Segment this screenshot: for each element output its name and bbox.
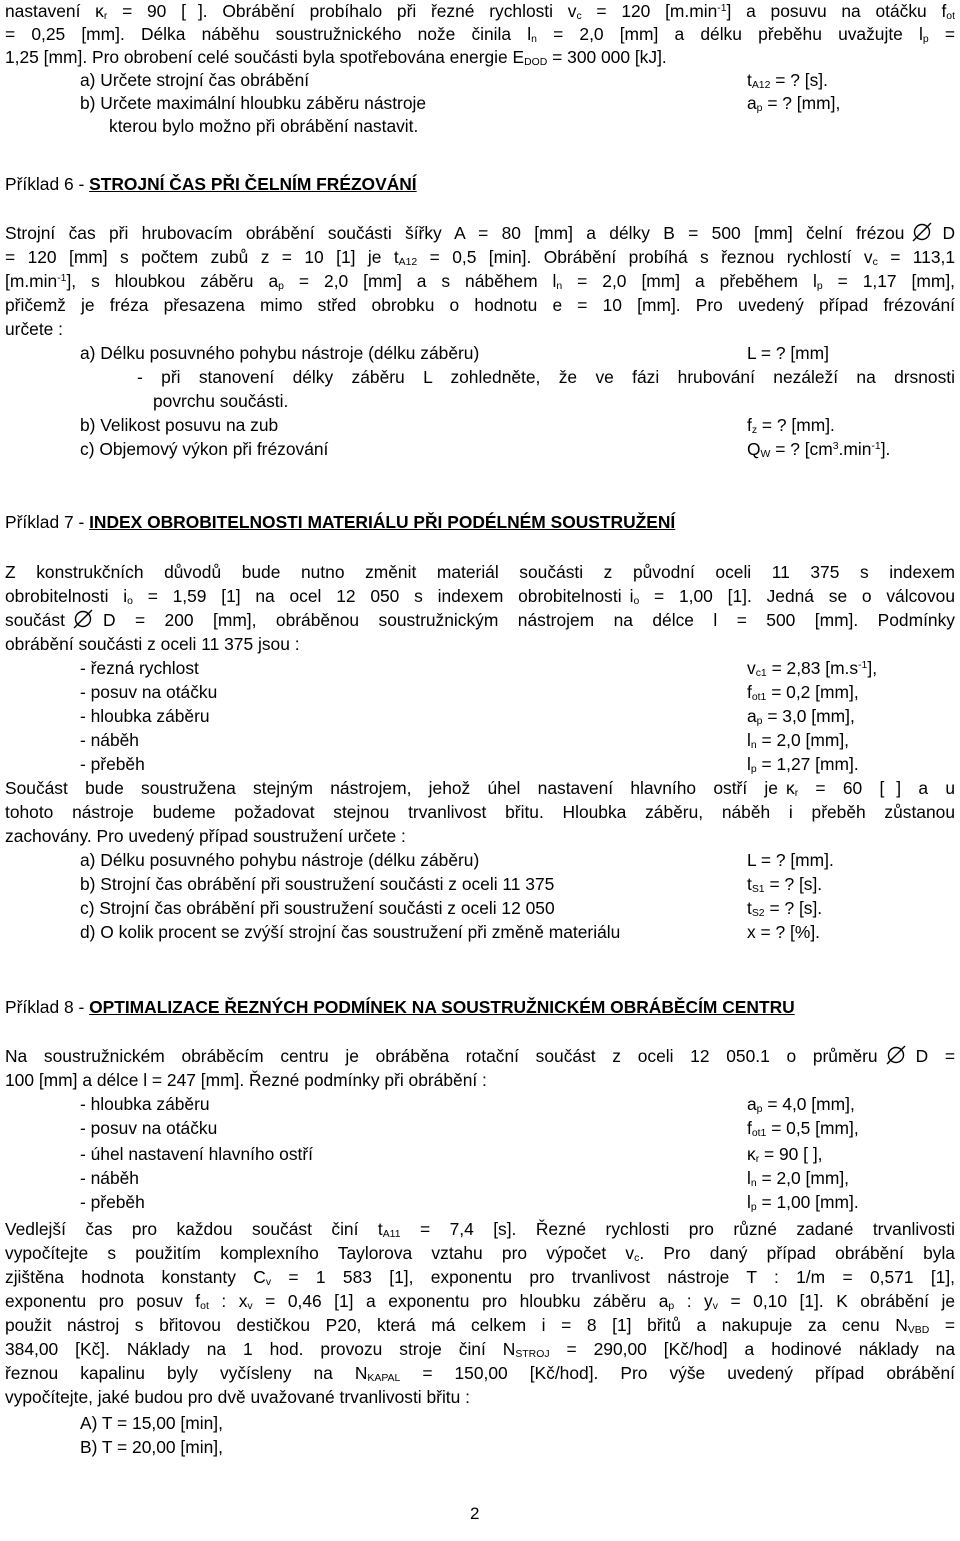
ex8-paragraph-line: vypočítejte s použitím komplexního Taylorova vztahu pro výpočet $v_c$. Pro daný případ obrábění byla <box>5 1243 955 1264</box>
ex6-note-1: - při stanovení délky záběru L zohledněte, že ve fázi hrubování nezáleží na drsnosti <box>137 367 955 387</box>
ex8-param-value: $a_p = 4,0$ [mm], <box>747 1094 855 1115</box>
intro-line-1: nastavení $\kappa_r = 90$ [ ]. Obrábění probíhalo při řezné rychlosti $v_c = 120$ $[m.\min^{-1}]$ a posuvu na otáčku $f_{ot}$ <box>5 1 956 22</box>
intro-answer-a: $t_{A12}$ = ? [s]. <box>747 70 828 91</box>
ex7-param-label: - řezná rychlost <box>80 658 199 678</box>
ex7-param-label: - posuv na otáčku <box>80 682 218 702</box>
ex8-paragraph-line: vypočítejte, jaké budou pro dvě uvažované trvanlivosti břitu : <box>5 1387 470 1407</box>
ex7-answer-c: $t_{S2}$ = ? [s]. <box>747 898 823 919</box>
ex8-param-label: - náběh <box>80 1168 139 1188</box>
ex7-question-b: b) Strojní čas obrábění při soustružení součásti z oceli 11 375 <box>80 874 555 894</box>
ex8-paragraph-line: 384,00 [Kč]. Náklady na 1 hod. provozu stroje činí $N_{STROJ} = 290,00$ [Kč/hod] a hodinové náklady na <box>5 1339 955 1360</box>
intro-line-3: 1,25 [mm]. Pro obrobení celé součásti byla spotřebována energie $E_{DOD} = 300$ 000 [kJ]. <box>5 47 667 68</box>
ex6-question-c: c) Objemový výkon při frézování <box>80 439 329 459</box>
ex6-note-2: povrchu součásti. <box>153 391 289 411</box>
ex7-question-d: d) O kolik procent se zvýší strojní čas soustružení při změně materiálu <box>80 922 621 942</box>
ex8-paragraph-line: použit nástroj s břitovou destičkou P20, která má celkem i = 8 [1] břitů a nakupuje za cenu $N_{VBD}$ = <box>5 1315 955 1336</box>
ex8-paragraph-line: řeznou kapalinu byly vyčísleny na $N_{KAPAL} = 150,00$ [Kč/hod]. Pro výše uvedený případ obrábění <box>5 1363 956 1384</box>
ex7-param-value: $l_n = 2,0$ [mm], <box>747 730 849 751</box>
ex7-param-label: - náběh <box>80 730 139 750</box>
ex6-line-5: určete : <box>5 319 63 339</box>
ex8-param-label: - přeběh <box>80 1192 145 1212</box>
diameter-icon <box>886 1045 906 1065</box>
ex6-question-a: a) Délku posuvného pohybu nástroje (délku záběru) <box>80 343 480 363</box>
ex7-line-5: Součást bude soustružena stejným nástrojem, jehož úhel nastavení hlavního ostří je $\kappa_r = 60$ [ ] a u <box>5 778 955 799</box>
ex7-line-4: obrábění součásti z oceli 11 375 jsou : <box>5 634 300 654</box>
ex7-answer-b: $t_{S1}$ = ? [s]. <box>747 874 823 895</box>
ex7-answer-a: L = ? [mm]. <box>747 850 834 870</box>
ex6-answer-c: $Q_W$ = ? $[cm^3.\min^{-1}]$. <box>747 439 891 460</box>
ex8-param-value: $\kappa_r = 90$ [ ], <box>747 1144 823 1165</box>
ex7-line-3: součást D = 200 [mm], obráběnou soustružnickým nástrojem na délce l = 500 [mm]. Podmínky <box>5 610 955 630</box>
ex8-param-value: $f_{ot1} = 0,5$ [mm], <box>747 1118 859 1139</box>
ex8-line-1: Na soustružnickém obráběcím centru je obráběna rotační součást z oceli 12 050.1 o průměru D = <box>5 1046 955 1066</box>
intro-answer-b: $a_p$ = ? [mm], <box>747 93 841 114</box>
ex6-answer-b: $f_z$ = ? [mm]. <box>747 415 835 436</box>
ex7-line-1: Z konstrukčních důvodů bude nutno změnit materiál součásti z původní oceli 11 375 s indexem <box>5 562 955 582</box>
ex7-param-value: $v_{c1} = 2,83$ $[m.s^{-1}]$, <box>747 658 878 679</box>
page-number: 2 <box>470 1504 480 1523</box>
example-6-heading: Příklad 6 - STROJNÍ ČAS PŘI ČELNÍM FRÉZOVÁNÍ <box>5 174 417 194</box>
ex6-line-4: přičemž je fréza přesazena mimo střed obrobku o hodnotu e = 10 [mm]. Pro uvedený případ frézování <box>5 295 955 315</box>
ex8-param-label: - úhel nastavení hlavního ostří <box>80 1144 313 1164</box>
ex6-line-2: = 120 [mm] s počtem zubů z = 10 [1] je $t_{A12} = 0,5$ [min]. Obrábění probíhá s řeznou rychlostí $v_c = 113,1$ <box>5 247 955 268</box>
example-8-heading: Příklad 8 - OPTIMALIZACE ŘEZNÝCH PODMÍNEK NA SOUSTRUŽNICKÉM OBRÁBĚCÍM CENTRU <box>5 997 795 1017</box>
ex8-tool-life-a: A) T = 15,00 [min], <box>80 1413 223 1433</box>
ex7-line-7: zachovány. Pro uvedený případ soustružení určete : <box>5 826 406 846</box>
ex7-param-label: - hloubka záběru <box>80 706 210 726</box>
ex7-line-2: obrobitelnosti $i_o = 1,59$ [1] na ocel 12 050 s indexem obrobitelnosti $i_o = 1,00$ [1]. Jedná se o válcovou <box>5 586 955 607</box>
ex8-param-label: - posuv na otáčku <box>80 1118 218 1138</box>
ex6-question-b: b) Velikost posuvu na zub <box>80 415 279 435</box>
ex7-question-c: c) Strojní čas obrábění při soustružení součásti z oceli 12 050 <box>80 898 555 918</box>
ex7-param-value: $f_{ot1} = 0,2$ [mm], <box>747 682 859 703</box>
ex8-param-value: $l_n = 2,0$ [mm], <box>747 1168 849 1189</box>
ex6-line-1: Strojní čas při hrubovacím obrábění součásti šířky A = 80 [mm] a délky B = 500 [mm] čelní frézou D <box>5 223 955 243</box>
ex7-question-a: a) Délku posuvného pohybu nástroje (délku záběru) <box>80 850 480 870</box>
intro-line-2: = 0,25 [mm]. Délka náběhu soustružnického nože činila $l_n = 2,0$ [mm] a délku přeběhu uvažujte $l_p$ = <box>5 24 955 45</box>
ex8-param-label: - hloubka záběru <box>80 1094 210 1114</box>
ex8-param-value: $l_p = 1,00$ [mm]. <box>747 1192 859 1213</box>
intro-question-b: b) Určete maximální hloubku záběru nástroje <box>80 93 427 113</box>
ex6-answer-a: L = ? [mm] <box>747 343 829 363</box>
diameter-icon <box>73 609 93 629</box>
ex7-param-label: - přeběh <box>80 754 145 774</box>
ex8-tool-life-b: B) T = 20,00 [min], <box>80 1437 223 1457</box>
ex8-paragraph-line: zjištěna hodnota konstanty $C_v = 1$ 583 [1], exponentu pro trvanlivost nástroje T : 1/m = 0,571 [1], <box>5 1267 955 1288</box>
ex7-param-value: $a_p = 3,0$ [mm], <box>747 706 855 727</box>
ex8-paragraph-line: Vedlejší čas pro každou součást činí $t_{A11} = 7,4$ [s]. Řezné rychlosti pro různé zadané trvanlivosti <box>5 1219 955 1240</box>
example-7-heading: Příklad 7 - INDEX OBROBITELNOSTI MATERIÁLU PŘI PODÉLNÉM SOUSTRUŽENÍ <box>5 512 676 532</box>
ex6-line-3: $[m.\min^{-1}]$, s hloubkou záběru $a_p = 2,0$ [mm] a s náběhem $l_n = 2,0$ [mm] a přeběhem $l_p = 1,17$ [mm], <box>5 271 956 292</box>
ex7-line-6: tohoto nástroje budeme požadovat stejnou trvanlivost břitu. Hloubka záběru, náběh i přeběh zůstanou <box>5 802 955 822</box>
ex8-line-2: 100 [mm] a délce l = 247 [mm]. Řezné podmínky při obrábění : <box>5 1070 487 1090</box>
intro-question-b-cont: kterou bylo možno při obrábění nastavit. <box>109 116 419 136</box>
diameter-icon <box>912 222 932 242</box>
intro-question-a: a) Určete strojní čas obrábění <box>80 70 310 90</box>
ex7-param-value: $l_p = 1,27$ [mm]. <box>747 754 859 775</box>
ex7-answer-d: x = ? [%]. <box>747 922 820 942</box>
ex8-paragraph-line: exponentu pro posuv $f_{ot}$ : $x_v = 0,46$ [1] a exponentu pro hloubku záběru $a_p$ : $y_v = 0,10$ [1]. K obrábění je <box>5 1291 956 1312</box>
